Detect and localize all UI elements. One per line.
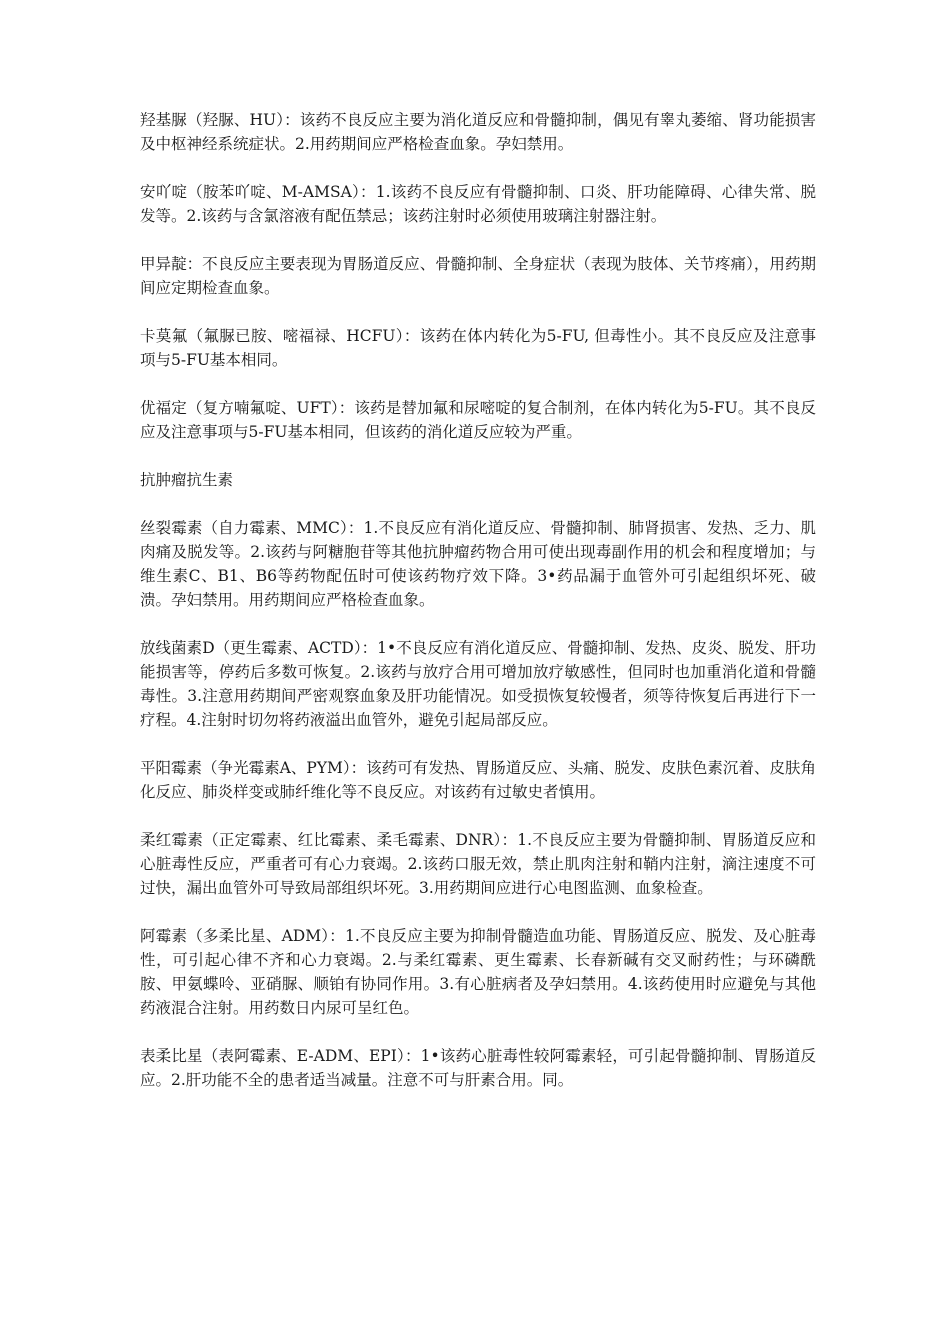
paragraph-hydroxyurea: 羟基脲（羟脲、HU）：该药不良反应主要为消化道反应和骨髓抑制，偶见有睾丸萎缩、肾功能损害及中枢神经系统症状。2.用药期间应严格检查血象。孕妇禁用。 <box>140 111 816 153</box>
paragraph-actinomycin-d: 放线菌素D（更生霉素、ACTD）：1•不良反应有消化道反应、骨髓抑制、发热、皮炎、脱发、肝功能损害等，停药后多数可恢复。2.该药与放疗合用可增加放疗敏感性，但同时也加重消化道和骨髓毒性。3.注意用药期间严密观察血象及肝功能情况。如受损恢复较慢者，须等待恢复后再进行下一疗程。4.注射时切勿将药液溢出血管外，避免引起局部反应。 <box>140 639 816 729</box>
paragraph-daunorubicin: 柔红霉素（正定霉素、红比霉素、柔毛霉素、DNR）：1.不良反应主要为骨髓抑制、胃肠道反应和心脏毒性反应，严重者可有心力衰竭。2.该药口服无效，禁止肌肉注射和鞘内注射，滴注速度不可过快，漏出血管外可导致局部组织坏死。3.用药期间应进行心电图监测、血象检查。 <box>140 831 816 897</box>
paragraph-epirubicin: 表柔比星（表阿霉素、E-ADM、EPI）：1•该药心脏毒性较阿霉素轻，可引起骨髓抑制、胃肠道反应。2.肝功能不全的患者适当减量。注意不可与肝素合用。同。 <box>140 1047 816 1089</box>
paragraph-uft: 优福定（复方喃氟啶、UFT）：该药是替加氟和尿嘧啶的复合制剂，在体内转化为5-FU。其不良反应及注意事项与5-FU基本相同，但该药的消化道反应较为严重。 <box>140 399 816 441</box>
paragraph-meisoindigo: 甲异靛：不良反应主要表现为胃肠道反应、骨髓抑制、全身症状（表现为肢体、关节疼痛），用药期间应定期检查血象。 <box>140 255 816 297</box>
paragraph-carmofur: 卡莫氟（氟脲已胺、嘧福禄、HCFU）：该药在体内转化为5-FU, 但毒性小。其不良反应及注意事项与5-FU基本相同。 <box>140 327 816 369</box>
paragraph-mitomycin: 丝裂霉素（自力霉素、MMC）：1.不良反应有消化道反应、骨髓抑制、肺肾损害、发热、乏力、肌肉痛及脱发等。2.该药与阿糖胞苷等其他抗肿瘤药物合用可使出现毒副作用的机会和程度增加；与维生素C、B1、B6等药物配伍时可使该药物疗效下降。3•药品漏于血管外可引起组织坏死、破溃。孕妇禁用。用药期间应严格检查血象。 <box>140 519 816 609</box>
paragraph-amsacrine: 安吖啶（胺苯吖啶、M-AMSA）：1.该药不良反应有骨髓抑制、口炎、肝功能障碍、心律失常、脱发等。2.该药与含氯溶液有配伍禁忌；该药注射时必须使用玻璃注射器注射。 <box>140 183 816 225</box>
paragraph-pingyangmycin: 平阳霉素（争光霉素A、PYM）：该药可有发热、胃肠道反应、头痛、脱发、皮肤色素沉着、皮肤角化反应、肺炎样变或肺纤维化等不良反应。对该药有过敏史者慎用。 <box>140 759 816 801</box>
section-heading-antitumor-antibiotics: 抗肿瘤抗生素 <box>140 471 234 489</box>
paragraph-doxorubicin: 阿霉素（多柔比星、ADM）：1.不良反应主要为抑制骨髓造血功能、胃肠道反应、脱发、及心脏毒性，可引起心律不齐和心力衰竭。2.与柔红霉素、更生霉素、长春新碱有交叉耐药性；与环磷酰胺、甲氨蝶呤、亚硝脲、顺铂有协同作用。3.有心脏病者及孕妇禁用。4.该药使用时应避免与其他药液混合注射。用药数日内尿可呈红色。 <box>140 927 816 1017</box>
document-body <box>140 108 816 1116</box>
